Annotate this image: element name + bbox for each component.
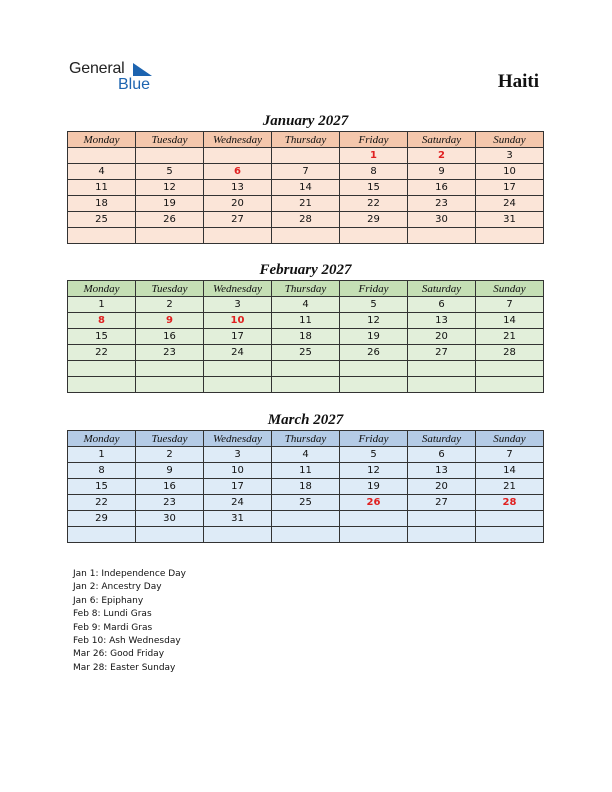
day-cell: 15 [340,180,408,196]
day-cell: 26 [340,345,408,361]
weekday-header: Saturday [408,431,476,447]
day-cell [272,361,340,377]
week-row [68,164,544,180]
week-row [68,495,544,511]
day-cell: 25 [68,212,136,228]
day-cell: 3 [476,148,544,164]
day-cell: 14 [476,313,544,329]
day-cell: 4 [272,447,340,463]
day-cell [272,527,340,543]
day-cell: 18 [272,329,340,345]
day-cell [136,228,204,244]
day-cell: 24 [204,345,272,361]
day-cell [68,148,136,164]
day-cell: 6 [408,297,476,313]
logo-text-blue: Blue [118,76,151,93]
day-cell: 28 [476,495,544,511]
day-cell: 3 [204,447,272,463]
holiday-list [73,568,186,675]
day-cell: 5 [340,297,408,313]
day-cell: 8 [68,463,136,479]
day-cell: 19 [136,196,204,212]
day-cell: 29 [340,212,408,228]
logo-triangle-icon [133,63,153,77]
day-cell [204,148,272,164]
day-cell: 6 [204,164,272,180]
holiday-item: Feb 9: Mardi Gras [73,622,153,633]
week-row [68,212,544,228]
weekday-header: Tuesday [136,132,204,148]
weekday-header: Friday [340,132,408,148]
logo [69,60,169,96]
holiday-item: Mar 26: Good Friday [73,649,165,660]
logo-text-general: General [69,60,125,77]
weekday-header: Sunday [476,132,544,148]
day-cell [136,361,204,377]
week-row [68,313,544,329]
day-cell: 21 [272,196,340,212]
day-cell [204,527,272,543]
day-cell: 2 [136,297,204,313]
day-cell: 15 [68,479,136,495]
day-cell: 6 [408,447,476,463]
day-cell: 25 [272,495,340,511]
day-cell [204,361,272,377]
day-cell [340,511,408,527]
day-cell: 9 [408,164,476,180]
day-cell: 22 [340,196,408,212]
day-cell [476,361,544,377]
day-cell: 4 [68,164,136,180]
day-cell: 25 [272,345,340,361]
weekday-header: Thursday [272,281,340,297]
week-row [68,479,544,495]
week-row [68,511,544,527]
week-row [68,228,544,244]
day-cell: 27 [204,212,272,228]
month-title: February 2027 [259,262,352,278]
day-cell: 18 [272,479,340,495]
day-cell: 21 [476,329,544,345]
week-row [68,361,544,377]
weekday-header: Wednesday [204,132,272,148]
day-cell: 31 [204,511,272,527]
day-cell: 10 [476,164,544,180]
day-cell: 17 [204,479,272,495]
day-cell: 8 [68,313,136,329]
day-cell: 9 [136,313,204,329]
day-cell: 12 [340,313,408,329]
day-cell: 13 [408,463,476,479]
day-cell: 29 [68,511,136,527]
weekday-header: Tuesday [136,281,204,297]
weekday-header: Wednesday [204,431,272,447]
weekday-header-row [68,281,544,297]
month-february [67,260,544,393]
country-title: Haiti [497,71,539,92]
day-cell: 22 [68,495,136,511]
day-cell [408,511,476,527]
week-row [68,297,544,313]
weekday-header: Monday [68,281,136,297]
day-cell: 17 [204,329,272,345]
day-cell: 7 [476,297,544,313]
month-january [67,111,544,244]
day-cell [408,228,476,244]
weekday-header: Wednesday [204,281,272,297]
weekday-header: Saturday [408,132,476,148]
day-cell: 30 [136,511,204,527]
day-cell: 1 [68,297,136,313]
day-cell: 23 [136,345,204,361]
day-cell [204,377,272,393]
weekday-header: Monday [68,431,136,447]
day-cell: 13 [204,180,272,196]
day-cell [408,527,476,543]
weekday-header: Thursday [272,132,340,148]
month-march [67,410,544,543]
holiday-item: Feb 8: Lundi Gras [73,609,152,620]
day-cell: 24 [476,196,544,212]
day-cell [408,361,476,377]
day-cell: 5 [340,447,408,463]
day-cell: 20 [408,329,476,345]
day-cell: 27 [408,345,476,361]
holiday-item: Jan 2: Ancestry Day [73,582,162,593]
day-cell: 1 [340,148,408,164]
holiday-item: Jan 6: Epiphany [73,595,144,606]
day-cell: 31 [476,212,544,228]
day-cell [476,511,544,527]
weekday-header: Saturday [408,281,476,297]
day-cell: 15 [68,329,136,345]
day-cell [68,527,136,543]
day-cell: 19 [340,329,408,345]
day-cell: 7 [272,164,340,180]
day-cell [272,377,340,393]
day-cell: 8 [340,164,408,180]
day-cell: 12 [136,180,204,196]
weekday-header-row [68,132,544,148]
day-cell [272,511,340,527]
day-cell: 17 [476,180,544,196]
day-cell [340,527,408,543]
day-cell: 10 [204,463,272,479]
week-row [68,377,544,393]
day-cell [136,377,204,393]
week-row [68,196,544,212]
day-cell [340,361,408,377]
calendar-table [67,430,544,543]
weekday-header-row [68,431,544,447]
week-row [68,148,544,164]
day-cell: 16 [136,329,204,345]
day-cell [476,527,544,543]
day-cell: 20 [408,479,476,495]
day-cell: 23 [136,495,204,511]
day-cell: 12 [340,463,408,479]
day-cell: 18 [68,196,136,212]
day-cell: 28 [272,212,340,228]
day-cell: 2 [136,447,204,463]
day-cell [272,148,340,164]
day-cell [340,377,408,393]
weekday-header: Friday [340,431,408,447]
month-title: January 2027 [262,113,349,129]
day-cell: 20 [204,196,272,212]
day-cell [136,527,204,543]
weekday-header: Friday [340,281,408,297]
day-cell: 1 [68,447,136,463]
weekday-header: Sunday [476,431,544,447]
day-cell [340,228,408,244]
day-cell [476,377,544,393]
day-cell: 27 [408,495,476,511]
day-cell: 11 [68,180,136,196]
day-cell: 10 [204,313,272,329]
day-cell: 9 [136,463,204,479]
day-cell: 16 [408,180,476,196]
day-cell: 3 [204,297,272,313]
day-cell: 22 [68,345,136,361]
day-cell [408,377,476,393]
day-cell: 26 [340,495,408,511]
day-cell: 11 [272,313,340,329]
day-cell: 13 [408,313,476,329]
day-cell: 16 [136,479,204,495]
day-cell: 14 [272,180,340,196]
week-row [68,345,544,361]
day-cell: 7 [476,447,544,463]
holiday-item: Feb 10: Ash Wednesday [73,636,181,647]
day-cell: 4 [272,297,340,313]
day-cell [136,148,204,164]
day-cell: 30 [408,212,476,228]
day-cell [272,228,340,244]
weekday-header: Thursday [272,431,340,447]
week-row [68,527,544,543]
day-cell: 2 [408,148,476,164]
week-row [68,463,544,479]
day-cell: 23 [408,196,476,212]
day-cell [68,361,136,377]
day-cell: 5 [136,164,204,180]
week-row [68,447,544,463]
calendar-table [67,131,544,244]
day-cell: 28 [476,345,544,361]
day-cell: 21 [476,479,544,495]
month-title: March 2027 [267,412,344,428]
day-cell: 14 [476,463,544,479]
day-cell: 19 [340,479,408,495]
calendar-table [67,280,544,393]
week-row [68,329,544,345]
weekday-header: Sunday [476,281,544,297]
day-cell [68,377,136,393]
weekday-header: Tuesday [136,431,204,447]
weekday-header: Monday [68,132,136,148]
day-cell [476,228,544,244]
day-cell [204,228,272,244]
day-cell: 24 [204,495,272,511]
day-cell: 11 [272,463,340,479]
day-cell [68,228,136,244]
week-row [68,180,544,196]
day-cell: 26 [136,212,204,228]
holiday-item: Mar 28: Easter Sunday [73,662,176,673]
holiday-item: Jan 1: Independence Day [73,569,186,579]
